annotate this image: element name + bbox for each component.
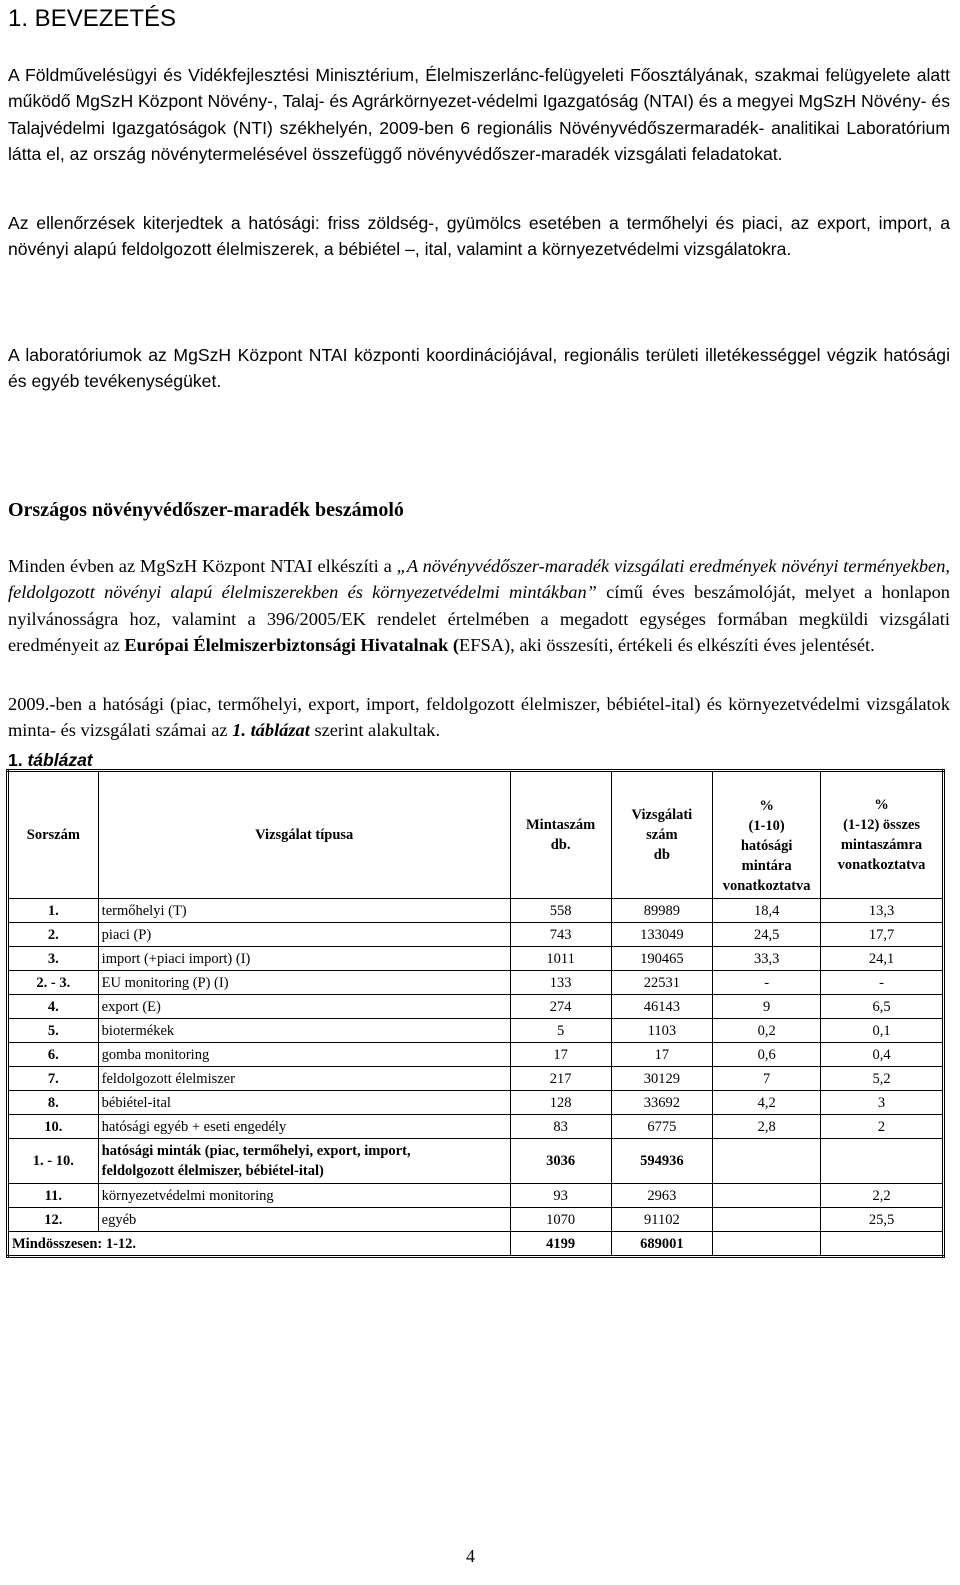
cell-mintaszam: 93 xyxy=(510,1184,611,1208)
cell-mintaszam: 274 xyxy=(510,995,611,1019)
cell-mintaszam: 217 xyxy=(510,1067,611,1091)
cell-pct1: 2,8 xyxy=(713,1115,821,1139)
table-body-main xyxy=(8,899,944,1139)
cell-total-label: Mindösszesen: 1-12. xyxy=(8,1232,511,1257)
cell-mintaszam: 1070 xyxy=(510,1208,611,1232)
cell-vizsgalati: 33692 xyxy=(611,1091,713,1115)
intro-paragraph-3: A laboratóriumok az MgSzH Központ NTAI központi koordinációjával, regionális területi illetékességgel végzik hatósági és egyéb tevékenységüket. xyxy=(8,345,950,392)
table-row-subtotal xyxy=(8,1139,944,1184)
table-header-row xyxy=(8,771,944,899)
efsa-name: Európai Élelmiszerbiztonsági Hivatalnak ( xyxy=(124,634,460,655)
table-caption xyxy=(8,749,93,771)
cell-pct1: - xyxy=(713,971,821,995)
page-number: 4 xyxy=(466,1546,475,1566)
cell-vizsgalati: 190465 xyxy=(611,947,713,971)
header-mintaszam: Mintaszám db. xyxy=(510,771,611,899)
table-body-extra xyxy=(8,1184,944,1232)
table-row-total xyxy=(8,1232,944,1257)
cell-type: bébiétel-ital xyxy=(98,1091,510,1115)
cell-pct1: 24,5 xyxy=(713,923,821,947)
cell-type: gomba monitoring xyxy=(98,1043,510,1067)
cell-no: 2. xyxy=(8,923,99,947)
cell-mintaszam: 83 xyxy=(510,1115,611,1139)
cell-type: export (E) xyxy=(98,995,510,1019)
cell-no: 5. xyxy=(8,1019,99,1043)
cell-pct1: 33,3 xyxy=(713,947,821,971)
cell-total-pct2 xyxy=(821,1232,944,1257)
header-percent-osszes: % (1-12) összes mintaszámra vonatkoztatva xyxy=(821,771,944,899)
cell-pct1 xyxy=(713,1139,821,1184)
table-row xyxy=(8,1091,944,1115)
intro-paragraph-1: A Földművelésügyi és Vidékfejlesztési Minisztérium, Élelmiszerlánc-felügyeleti Főosztályának, szakmai felügyelete alatt működő MgSzH Központ Növény-, Talaj- és Agrárkörnyezet-védelmi Igazgatóság (NTAI) és a megyei MgSzH Növény- és Talajvédelmi Igazgatóságok (NTI) székhelyén, 2009-ben 6 regionális Növényvédőszermaradék- analitikai Laboratórium látta el, az ország növénytermelésével összefüggő növényvédőszer-maradék vizsgálati feladatokat. xyxy=(8,65,950,164)
cell-pct2: 2,2 xyxy=(821,1184,944,1208)
cell-no: 1. xyxy=(8,899,99,923)
cell-type: EU monitoring (P) (I) xyxy=(98,971,510,995)
intro-paragraph-2: Az ellenőrzések kiterjedtek a hatósági: friss zöldség-, gyümölcs esetében a termőhelyi és piaci, az export, import, a növényi alapú feldolgozott élelmiszerek, a bébiétel –, ital, valamint a környezetvédelmi vizsgálatokra. xyxy=(8,213,950,260)
cell-no: 12. xyxy=(8,1208,99,1232)
cell-pct1: 0,2 xyxy=(713,1019,821,1043)
table-row xyxy=(8,899,944,923)
cell-pct2: 6,5 xyxy=(821,995,944,1019)
cell-mintaszam: 3036 xyxy=(510,1139,611,1184)
cell-pct1: 0,6 xyxy=(713,1043,821,1067)
cell-mintaszam: 133 xyxy=(510,971,611,995)
table-row xyxy=(8,1184,944,1208)
cell-no: 6. xyxy=(8,1043,99,1067)
cell-type: biotermékek xyxy=(98,1019,510,1043)
cell-type: feldolgozott élelmiszer xyxy=(98,1067,510,1091)
table-row xyxy=(8,1043,944,1067)
header-percent-hatosagi: % (1-10) hatósági mintára vonatkoztatva xyxy=(713,771,821,899)
cell-no: 7. xyxy=(8,1067,99,1091)
report-paragraph-1 xyxy=(8,553,950,658)
table-reference: 1. táblázat xyxy=(232,720,310,741)
table-caption-number: 1. xyxy=(8,750,28,770)
cell-pct1 xyxy=(713,1184,821,1208)
table-row xyxy=(8,1067,944,1091)
cell-pct2: 17,7 xyxy=(821,923,944,947)
report2-text-start: 2009.-ben a hatósági (piac, termőhelyi, export, import, feldolgozott élelmiszer, bébiétel-ital) és környezetvédelmi vizsgálatok minta- és vizsgálati számai az xyxy=(8,694,950,741)
cell-pct1 xyxy=(713,1208,821,1232)
report2-text-end: szerint alakultak. xyxy=(309,720,441,741)
cell-vizsgalati: 1103 xyxy=(611,1019,713,1043)
cell-total-vizsgalati: 689001 xyxy=(611,1232,713,1257)
report-text-end: EFSA), aki összesíti, értékeli és elkészíti éves jelentését. xyxy=(459,634,875,655)
cell-mintaszam: 743 xyxy=(510,923,611,947)
sample-table xyxy=(6,769,945,1258)
cell-mintaszam: 558 xyxy=(510,899,611,923)
table-row xyxy=(8,971,944,995)
table-row xyxy=(8,995,944,1019)
cell-pct1: 7 xyxy=(713,1067,821,1091)
cell-vizsgalati: 30129 xyxy=(611,1067,713,1091)
cell-pct1: 18,4 xyxy=(713,899,821,923)
cell-vizsgalati: 17 xyxy=(611,1043,713,1067)
cell-pct2 xyxy=(821,1139,944,1184)
cell-pct1: 4,2 xyxy=(713,1091,821,1115)
cell-pct2: 5,2 xyxy=(821,1067,944,1091)
cell-type: import (+piaci import) (I) xyxy=(98,947,510,971)
cell-type: piaci (P) xyxy=(98,923,510,947)
cell-no: 2. - 3. xyxy=(8,971,99,995)
cell-pct2: 0,1 xyxy=(821,1019,944,1043)
table-caption-word: táblázat xyxy=(27,750,93,770)
cell-pct2: 3 xyxy=(821,1091,944,1115)
cell-pct2: 25,5 xyxy=(821,1208,944,1232)
cell-no: 3. xyxy=(8,947,99,971)
table-row xyxy=(8,923,944,947)
cell-pct2: 24,1 xyxy=(821,947,944,971)
cell-mintaszam: 5 xyxy=(510,1019,611,1043)
section-title: Országos növényvédőszer-maradék beszámoló xyxy=(8,499,404,521)
header-sorszam: Sorszám xyxy=(8,771,99,899)
report-text-mid: című éves beszámolóját, melyet a honlapon nyilvánosságra hoz, valamint a 396/2005/EK rendelet értelmében a megadott egységes formában megküldi vizsgálati eredményeit az xyxy=(8,582,951,655)
cell-vizsgalati: 133049 xyxy=(611,923,713,947)
cell-no: 11. xyxy=(8,1184,99,1208)
cell-type: egyéb xyxy=(98,1208,510,1232)
header-vizsgalati-szam: Vizsgálati szám db xyxy=(611,771,713,899)
cell-mintaszam: 17 xyxy=(510,1043,611,1067)
cell-pct2: 13,3 xyxy=(821,899,944,923)
cell-mintaszam: 128 xyxy=(510,1091,611,1115)
cell-no: 8. xyxy=(8,1091,99,1115)
cell-vizsgalati: 46143 xyxy=(611,995,713,1019)
cell-vizsgalati: 22531 xyxy=(611,971,713,995)
report-text-start: Minden évben az MgSzH Központ NTAI elkészíti a xyxy=(8,556,397,576)
cell-pct2: 0,4 xyxy=(821,1043,944,1067)
cell-vizsgalati: 91102 xyxy=(611,1208,713,1232)
cell-type: hatósági egyéb + eseti engedély xyxy=(98,1115,510,1139)
cell-mintaszam: 1011 xyxy=(510,947,611,971)
cell-no: 4. xyxy=(8,995,99,1019)
table-row xyxy=(8,947,944,971)
cell-no: 10. xyxy=(8,1115,99,1139)
cell-total-pct1 xyxy=(713,1232,821,1257)
cell-vizsgalati: 6775 xyxy=(611,1115,713,1139)
cell-pct1: 9 xyxy=(713,995,821,1019)
cell-type: termőhelyi (T) xyxy=(98,899,510,923)
cell-no: 1. - 10. xyxy=(8,1139,99,1184)
cell-pct2: - xyxy=(821,971,944,995)
cell-pct2: 2 xyxy=(821,1115,944,1139)
cell-total-mintaszam: 4199 xyxy=(510,1232,611,1257)
header-tipus: Vizsgálat típusa xyxy=(98,771,510,899)
cell-vizsgalati: 2963 xyxy=(611,1184,713,1208)
table-row xyxy=(8,1208,944,1232)
table-row xyxy=(8,1115,944,1139)
report-paragraph-2 xyxy=(8,691,950,744)
cell-type: hatósági minták (piac, termőhelyi, export, import, feldolgozott élelmiszer, bébiétel-ital) xyxy=(98,1139,510,1184)
report-title-italic: „A növényvédőszer-maradék vizsgálati eredmények növényi terményekben, feldolgozott növényi alapú élelmiszerekben és környezetvédelmi mintákban” xyxy=(8,556,950,603)
chapter-heading: 1. BEVEZETÉS xyxy=(8,5,177,32)
cell-type: környezetvédelmi monitoring xyxy=(98,1184,510,1208)
table-row xyxy=(8,1019,944,1043)
cell-vizsgalati: 89989 xyxy=(611,899,713,923)
cell-vizsgalati: 594936 xyxy=(611,1139,713,1184)
